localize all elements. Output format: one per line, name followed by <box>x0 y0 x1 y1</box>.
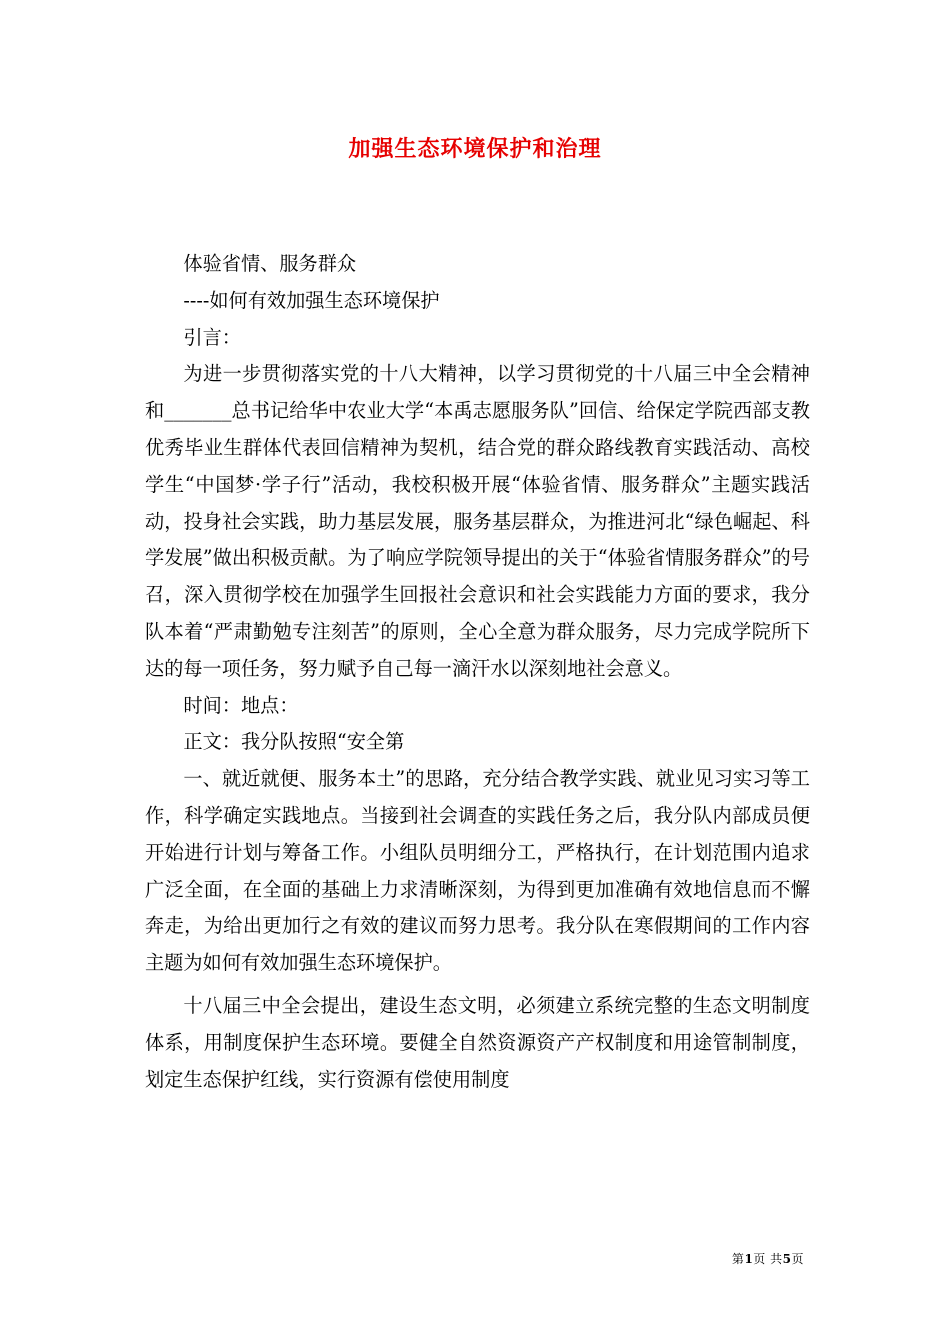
paragraph-time-place: 时间：地点： <box>183 693 299 717</box>
document-body <box>145 246 810 1098</box>
footer-total-pages: 5 <box>782 1252 792 1266</box>
paragraph-intro-label: 引言： <box>183 325 241 349</box>
paragraph-main-start: 正文：我分队按照“安全第 <box>183 730 405 754</box>
page-footer <box>732 1250 804 1267</box>
footer-prefix: 第 <box>731 1252 745 1266</box>
paragraph-intro: 为进一步贯彻落实党的十八大精神，以学习贯彻党的十八届三中全会精神和_______总书记给华中农业大学“本禹志愿服务队”回信、给保定学院西部支教优秀毕业生群体代表回信精神为契机，结合党的群众路线教育实践活动、高校学生“中国梦·学子行”活动，我校积极开展“体验省情、服务群众”主题实践活动，投身社会实践，助力基层发展，服务基层群众，为推进河北“绿色崛起、科学发展”做出积极贡献。为了响应学院领导提出的关于“体验省情服务群众”的号召，深入贯彻学校在加强学生回报社会意识和社会实践能力方面的要求，我分队本着“严肃勤勉专注刻苦”的原则，全心全意为群众服务，尽力完成学院所下达的每一项任务，努力赋予自己每一滴汗水以深刻地社会意义。 <box>145 362 810 680</box>
footer-middle: 页 共 <box>753 1252 783 1266</box>
paragraph-plenum: 十八届三中全会提出，建设生态文明，必须建立系统完整的生态文明制度体系，用制度保护生态环境。要健全自然资源资产产权制度和用途管制制度，划定生态保护红线，实行资源有偿使用制度 <box>145 993 810 1091</box>
paragraph-subheading: ----如何有效加强生态环境保护 <box>183 288 440 312</box>
document-title: 加强生态环境保护和治理 <box>348 136 602 162</box>
footer-suffix: 页 <box>791 1252 804 1266</box>
footer-current-page: 1 <box>744 1252 754 1266</box>
paragraph-subtitle: 体验省情、服务群众 <box>183 252 357 275</box>
paragraph-section-one: 一、就近就便、服务本土”的思路，充分结合教学实践、就业见习实习等工作，科学确定实践地点。当接到社会调查的实践任务之后，我分队内部成员便开始进行计划与筹备工作。小组队员明细分工，严格执行，在计划范围内追求广泛全面，在全面的基础上力求清晰深刻，为得到更加准确有效地信息而不懈奔走，为给出更加行之有效的建议而努力思考。我分队在寒假期间的工作内容主题为如何有效加强生态环境保护。 <box>145 767 810 975</box>
